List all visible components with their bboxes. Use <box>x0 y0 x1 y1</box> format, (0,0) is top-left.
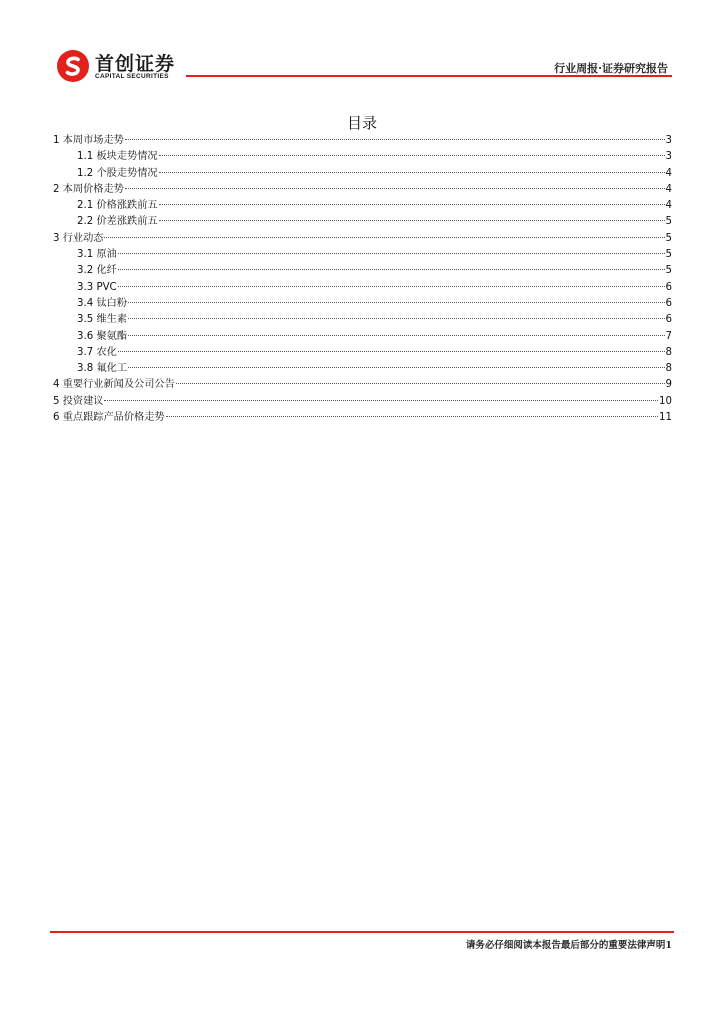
toc-entry[interactable] <box>53 198 672 214</box>
toc-entry-label: 4 重要行业新闻及公司公告 <box>53 379 175 391</box>
toc-entry-page: 4 <box>665 183 672 195</box>
toc-leader-dots <box>125 139 665 140</box>
logo-chinese-name: 首创证券 <box>95 53 176 75</box>
toc-entry[interactable] <box>53 312 672 328</box>
toc-entry-label: 1.2 个股走势情况 <box>77 167 158 179</box>
toc-entry[interactable] <box>53 133 672 149</box>
toc-title: 目录 <box>346 114 377 132</box>
toc-entry[interactable] <box>53 329 672 345</box>
toc-entry-page: 5 <box>665 265 672 277</box>
toc-leader-dots <box>159 204 665 205</box>
toc-leader-dots <box>118 351 665 352</box>
toc-entry-page: 9 <box>665 379 672 391</box>
toc-entry-page: 5 <box>665 216 672 228</box>
toc-entry[interactable] <box>53 394 672 410</box>
toc-entry[interactable] <box>53 149 672 165</box>
toc-entry[interactable] <box>53 166 672 182</box>
toc-entry-page: 3 <box>665 151 672 163</box>
toc-leader-dots <box>118 269 665 270</box>
toc-entry-label: 3.8 氟化工 <box>77 363 128 375</box>
company-logo <box>57 50 197 84</box>
toc-leader-dots <box>176 383 665 384</box>
toc-entry-page: 10 <box>659 395 672 407</box>
toc-leader-dots <box>159 220 665 221</box>
toc-entry-label: 3.6 聚氨酯 <box>77 330 128 342</box>
toc-entry-label: 3.2 化纤 <box>77 265 117 277</box>
footer-divider <box>50 931 674 933</box>
footer-disclaimer: 请务必仔细阅读本报告最后部分的重要法律声明1 <box>465 940 672 951</box>
toc-entry[interactable] <box>53 377 672 393</box>
toc-entry-page: 6 <box>665 314 672 326</box>
toc-entry-page: 5 <box>665 232 672 244</box>
toc-leader-dots <box>118 253 665 254</box>
toc-leader-dots <box>128 318 665 319</box>
toc-entry-page: 4 <box>665 200 672 212</box>
toc-entry[interactable] <box>53 345 672 361</box>
toc-leader-dots <box>159 155 665 156</box>
toc-entry[interactable] <box>53 296 672 312</box>
toc-entry-label: 1.1 板块走势情况 <box>77 151 158 163</box>
toc-entry-label: 3.4 钛白粉 <box>77 297 128 309</box>
logo-english-name: CAPITAL SECURITIES <box>95 73 169 80</box>
report-type-label: 行业周报·证券研究报告 <box>554 62 668 75</box>
toc-entry-label: 3.3 PVC <box>77 281 117 293</box>
toc-entry[interactable] <box>53 410 672 426</box>
table-of-contents <box>53 133 672 426</box>
toc-entry[interactable] <box>53 361 672 377</box>
toc-leader-dots <box>166 416 658 417</box>
toc-entry-page: 11 <box>659 412 672 424</box>
toc-entry[interactable] <box>53 182 672 198</box>
toc-entry-label: 5 投资建议 <box>53 395 104 407</box>
toc-entry[interactable] <box>53 247 672 263</box>
toc-entry[interactable] <box>53 280 672 296</box>
toc-entry-label: 3 行业动态 <box>53 232 104 244</box>
toc-entry-label: 2.2 价差涨跌前五 <box>77 216 158 228</box>
toc-entry-label: 1 本周市场走势 <box>53 135 124 146</box>
toc-entry-page: 8 <box>665 363 672 375</box>
toc-entry-label: 2.1 价格涨跌前五 <box>77 200 158 212</box>
page-header <box>0 0 724 90</box>
toc-entry-page: 4 <box>665 167 672 179</box>
toc-leader-dots <box>128 335 665 336</box>
toc-entry-page: 6 <box>665 281 672 293</box>
toc-entry-page: 8 <box>665 346 672 358</box>
toc-entry-label: 3.7 农化 <box>77 346 117 358</box>
toc-entry-label: 3.5 维生素 <box>77 314 128 326</box>
toc-leader-dots <box>128 302 665 303</box>
toc-entry[interactable] <box>53 214 672 230</box>
toc-entry[interactable] <box>53 263 672 279</box>
toc-leader-dots <box>104 400 658 401</box>
toc-entry-label: 6 重点跟踪产品价格走势 <box>53 412 165 424</box>
toc-entry-label: 2 本周价格走势 <box>53 183 124 195</box>
toc-entry-page: 3 <box>665 135 672 146</box>
toc-leader-dots <box>104 237 664 238</box>
toc-leader-dots <box>159 172 665 173</box>
toc-entry-page: 5 <box>665 249 672 261</box>
toc-entry-page: 7 <box>665 330 672 342</box>
toc-entry-page: 6 <box>665 297 672 309</box>
toc-entry-label: 3.1 原油 <box>77 249 117 261</box>
logo-mark-icon <box>57 50 89 82</box>
toc-leader-dots <box>118 286 665 287</box>
toc-entry[interactable] <box>53 231 672 247</box>
toc-leader-dots <box>128 367 665 368</box>
toc-leader-dots <box>125 188 665 189</box>
